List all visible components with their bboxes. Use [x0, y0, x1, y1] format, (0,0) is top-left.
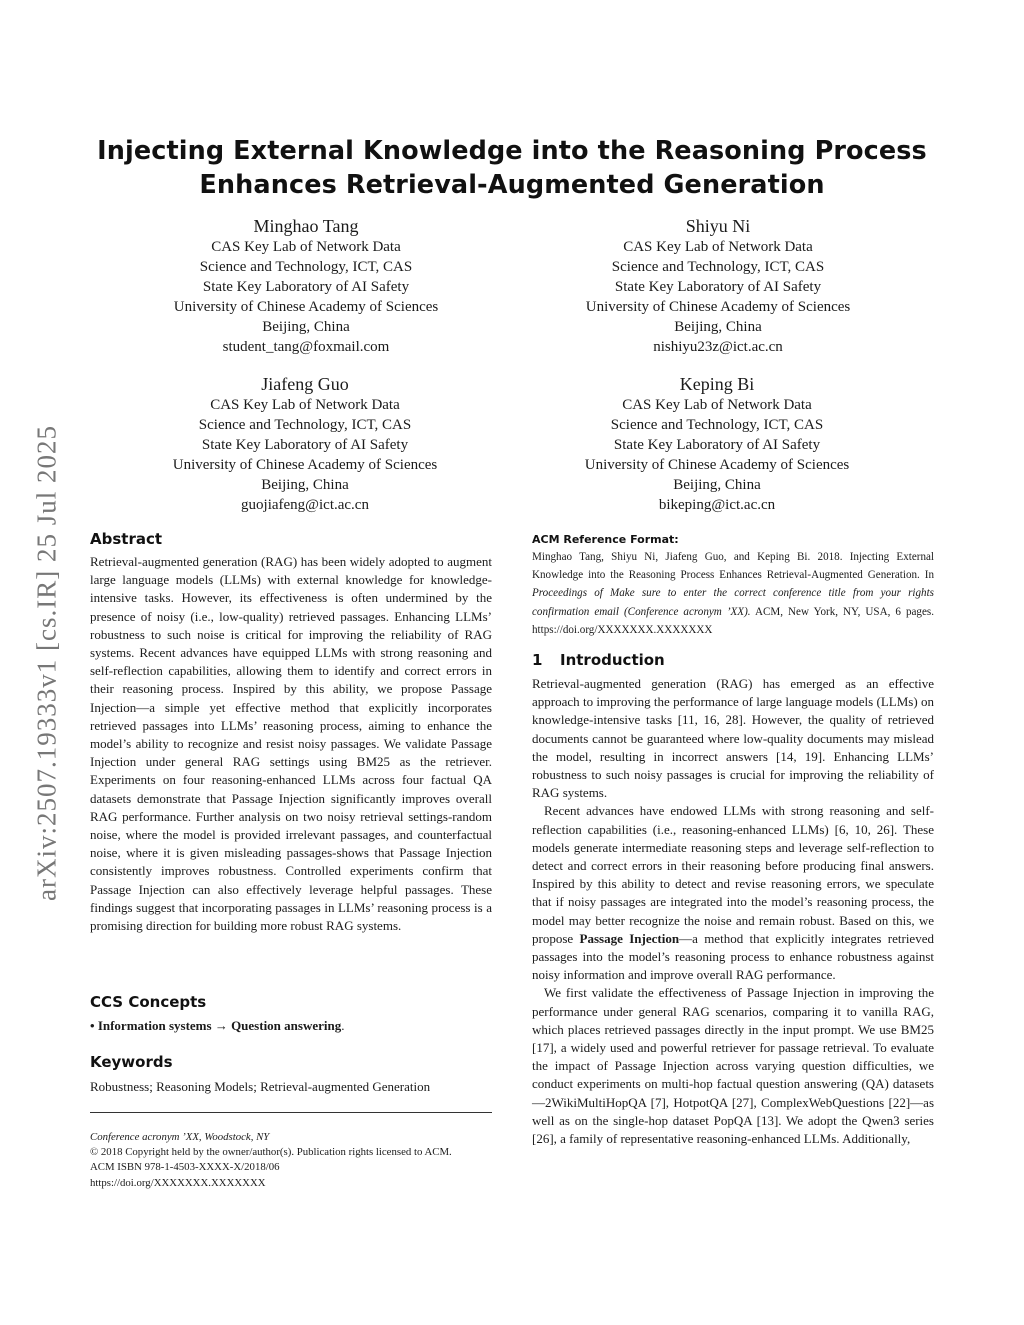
keywords-text: Robustness; Reasoning Models; Retrieval-augmented Generation [90, 1079, 431, 1094]
author-name: Minghao Tang [253, 216, 359, 236]
abstract-paragraph: Retrieval-augmented generation (RAG) has been widely adopted to augment large language models (LLMs) with external knowledge for knowledge-intensive tasks. However, its effectiveness is often undermined by the presence of noisy (i.e., low-quality) retrieved passages. Enhancing LLMs’ robustness to such noise is critical for improving the reliability of RAG systems. Recent advances have equipped LLMs with strong reasoning and self-reflection capabilities, allowing them to identify and correct errors in their reasoning process. Inspired by this ability, we propose Passage Injection—a simple yet effective method that explicitly incorporates retrieved passages into LLMs’ reasoning process, aiming to enhance the model’s ability to recognize and resist noisy passages. We validate Passage Injection under general RAG settings using BM25 as the retriever. Experiments on four reasoning-enhanced LLMs across four factual QA datasets demonstrate that Passage Injection significantly improves overall RAG performance. Further analysis on two noisy retrieval settings-random noise, where the model is provided irrelevant passages, and counterfactual noise, where it is given misleading passages-shows that Passage Injection consistently improves robustness. Controlled experiments confirm that Passage Injection can also effectively leverage helpful passages. These findings suggest that incorporating passages in LLMs’ reasoning process is a promising direction for building more robust RAG systems. [90, 554, 492, 934]
arrow-right-icon: → [214, 1018, 228, 1033]
author-affiliation: State Key Laboratory of AI Safety [202, 279, 410, 295]
author-affiliation: CAS Key Lab of Network Data [622, 397, 812, 413]
ccs-concepts [90, 1017, 344, 1035]
intro-paragraph-1: Retrieval-augmented generation (RAG) has emerged as an effective approach to improving the performance of large language models (LLMs) on knowledge-intensive tasks [11, 16, 28]. However, the quality of retrieved documents cannot be guaranteed where low-quality documents may mislead the model, resulting in incorrect answers [14, 19]. Enhancing LLMs’ robustness to such noisy passages is crucial for improving the reliability of RAG systems. [532, 676, 934, 801]
passage-injection-term: Passage Injection [579, 930, 680, 946]
author-affiliation: University of Chinese Academy of Sciences [172, 457, 438, 473]
author-affiliation: Science and Technology, ICT, CAS [611, 259, 825, 275]
author-email: student_tang@foxmail.com [222, 339, 390, 355]
ccs-heading: CCS Concepts [90, 993, 207, 1011]
ccs-period: . [341, 1018, 345, 1033]
author-block-1 [126, 215, 486, 357]
footer-conference: Conference acronym ’XX, Woodstock, NY [90, 1131, 270, 1143]
footer-isbn: ACM ISBN 978-1-4503-XXXX-X/2018/06 [90, 1161, 280, 1174]
author-email: guojiafeng@ict.ac.cn [241, 497, 369, 513]
author-block-4 [537, 373, 897, 515]
author-affiliation: Science and Technology, ICT, CAS [199, 259, 413, 275]
author-affiliation: CAS Key Lab of Network Data [623, 239, 813, 255]
author-block-3 [125, 373, 485, 515]
author-affiliation: State Key Laboratory of AI Safety [614, 279, 822, 295]
author-block-2 [538, 215, 898, 357]
author-name: Jiafeng Guo [261, 374, 349, 394]
author-name: Shiyu Ni [685, 216, 751, 236]
author-name: Keping Bi [679, 374, 755, 394]
author-affiliation: State Key Laboratory of AI Safety [201, 437, 409, 453]
author-affiliation: Beijing, China [674, 319, 762, 335]
footer-notes [90, 1130, 452, 1191]
author-affiliation: Beijing, China [261, 477, 349, 493]
section-number: 1 [532, 651, 543, 669]
footer-doi: https://doi.org/XXXXXXX.XXXXXXX [90, 1176, 266, 1189]
arxiv-stamp: arXiv:2507.19333v1 [cs.IR] 25 Jul 2025 [31, 425, 62, 901]
acm-ref-part-a: Minghao Tang, Shiyu Ni, Jiafeng Guo, and Keping Bi. 2018. Injecting External Knowledge into the Reasoning Process Enhances Retrieval-Augmented Generation. In [532, 551, 934, 582]
keywords-heading: Keywords [90, 1053, 173, 1071]
author-affiliation: Beijing, China [673, 477, 761, 493]
abstract-heading: Abstract [90, 530, 163, 548]
intro-paragraph-3: We first validate the effectiveness of Passage Injection in improving the performance under general RAG scenarios, comparing it to vanilla RAG, which places retrieved passages directly in the input prompt. We use BM25 [17], a widely used and powerful retriever for passage retrieval. To evaluate the impact of Passage Injection across varying question difficulties, we conduct experiments on multi-hop factual question answering (QA) datasets—2WikiMultiHopQA [7], HotpotQA [27], ComplexWebQuestions [22]—as well as on the single-hop dataset PopQA [13]. We adopt the Qwen3 series [26], a family of representative reasoning-enhanced LLMs. Additionally, [532, 985, 934, 1147]
acm-ref-part-b: ACM, New York, NY, USA, 6 pages. https://doi.org/XXXXXXX.XXXXXXX [532, 605, 934, 636]
introduction-body [532, 675, 934, 1148]
title-line-1: Injecting External Knowledge into the Reasoning Process [97, 136, 927, 166]
acm-reference-text [532, 548, 934, 639]
section-title: Introduction [560, 651, 665, 669]
ccs-item-information-systems: Information systems [97, 1018, 212, 1033]
author-affiliation: University of Chinese Academy of Sciences [584, 457, 850, 473]
intro-p2-rest: —a method that explicitly integrates retrieved passages into the model’s reasoning process to enhance robustness against noisy information and improve overall RAG performance. [532, 930, 934, 983]
author-email: nishiyu23z@ict.ac.cn [653, 339, 783, 355]
author-affiliation: CAS Key Lab of Network Data [211, 239, 401, 255]
footer-divider [90, 1112, 492, 1113]
author-affiliation: University of Chinese Academy of Sciences [173, 299, 439, 315]
ccs-item-question-answering: Question answering [231, 1018, 342, 1033]
title-line-2: Enhances Retrieval-Augmented Generation [199, 170, 825, 200]
author-affiliation: Science and Technology, ICT, CAS [610, 417, 824, 433]
intro-paragraph-2 [532, 802, 934, 984]
footer-copyright: © 2018 Copyright held by the owner/author(s). Publication rights licensed to ACM. [90, 1146, 452, 1159]
author-affiliation: University of Chinese Academy of Sciences [585, 299, 851, 315]
author-email: bikeping@ict.ac.cn [658, 497, 776, 513]
acm-reference-heading: ACM Reference Format: [532, 533, 679, 546]
introduction-heading [532, 651, 665, 669]
author-affiliation: State Key Laboratory of AI Safety [613, 437, 821, 453]
intro-p2-text: Recent advances have endowed LLMs with strong reasoning and self-reflection capabilities (i.e., reasoning-enhanced LLMs) [6, 10, 26]. These models generate intermediate reasoning steps and leverage self-reflection to detect and correct errors in their reasoning before producing final answers. Inspired by this ability to detect and revise reasoning errors, we speculate that if noisy passages are integrated into the model’s reasoning process, the model may better recognize the noise and remain robust. Based on this, we propose [532, 803, 934, 946]
author-affiliation: Science and Technology, ICT, CAS [198, 417, 412, 433]
ccs-bullet: • [90, 1018, 95, 1033]
paper-title [80, 134, 944, 202]
author-affiliation: CAS Key Lab of Network Data [210, 397, 400, 413]
acm-ref-proceedings: Proceedings of Make sure to enter the correct conference title from your rights confirmation email (Conference acronym ’XX). [532, 587, 934, 618]
author-affiliation: Beijing, China [262, 319, 350, 335]
abstract-text [90, 553, 492, 935]
